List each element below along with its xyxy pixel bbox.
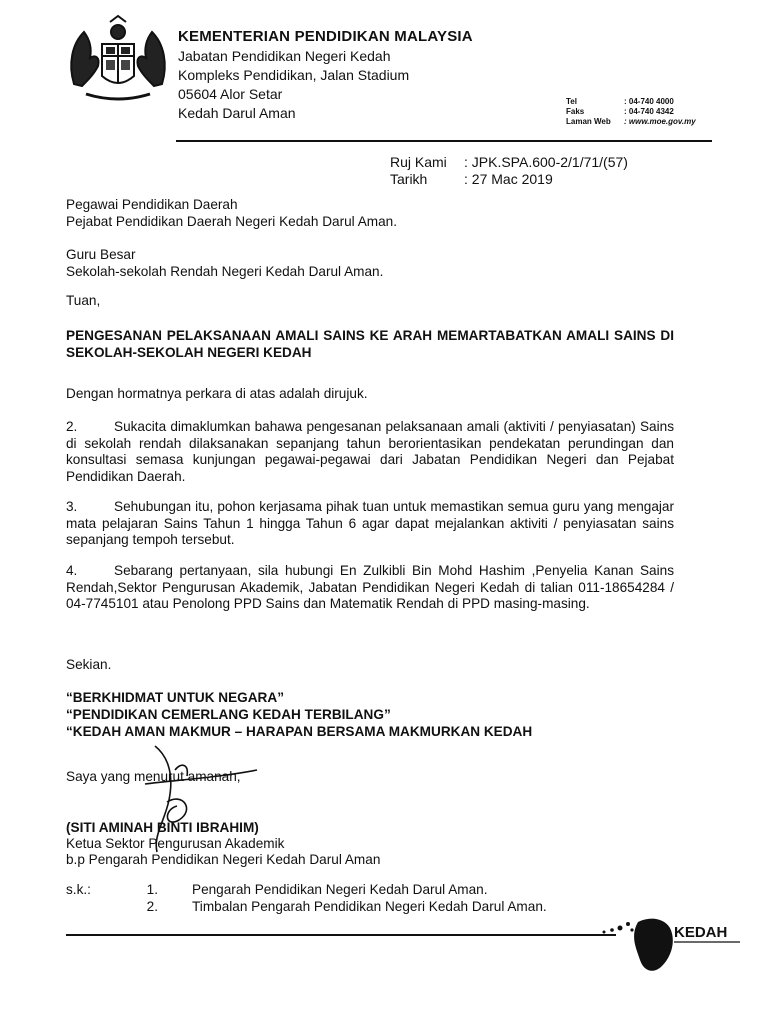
recipient-title: Pegawai Pendidikan Daerah	[66, 197, 238, 212]
contact-label: Faks	[566, 107, 585, 116]
address-line: Jabatan Pendidikan Negeri Kedah	[178, 48, 391, 64]
coat-of-arms-logo	[66, 14, 170, 102]
signatory-on-behalf: b.p Pengarah Pendidikan Negeri Kedah Darul Aman	[66, 852, 381, 867]
cc-number: 2.	[146, 898, 158, 914]
paragraph-number: 2.	[66, 419, 78, 434]
ref-value: : JPK.SPA.600-2/1/71/(57)	[464, 154, 628, 170]
cc-item: Pengarah Pendidikan Negeri Kedah Darul Aman.	[192, 882, 488, 897]
address-line: Kompleks Pendidikan, Jalan Stadium	[178, 67, 410, 83]
paragraph-number: 3.	[66, 499, 78, 514]
motto-line: “PENDIDIKAN CEMERLANG KEDAH TERBILANG”	[66, 707, 391, 722]
closing: Sekian.	[66, 657, 112, 672]
paragraph-3	[66, 499, 674, 549]
footer-divider	[66, 934, 616, 936]
address-line: 05604 Alor Setar	[178, 86, 283, 102]
cc-item: Timbalan Pengarah Pendidikan Negeri Kedah Darul Aman.	[192, 898, 547, 914]
kedah-wordmark: KEDAH	[674, 924, 728, 941]
recipient-title: Guru Besar	[66, 247, 136, 262]
contact-label: Laman Web	[566, 117, 611, 126]
signatory-position: Ketua Sektor Pengurusan Akademik	[66, 836, 285, 851]
ref-label: Ruj Kami	[390, 154, 447, 170]
contact-value: : 04-740 4342	[624, 107, 674, 116]
paragraph-number: 4.	[66, 563, 78, 578]
sign-off: Saya yang menurut amanah,	[66, 769, 241, 784]
date-label: Tarikh	[390, 171, 428, 187]
contact-block	[566, 97, 696, 127]
contact-value: : www.moe.gov.my	[624, 117, 696, 126]
opening-line: Dengan hormatnya perkara di atas adalah dirujuk.	[66, 386, 368, 401]
motto-line: “BERKHIDMAT UNTUK NEGARA”	[66, 690, 284, 705]
recipient-org: Pejabat Pendidikan Daerah Negeri Kedah Darul Aman.	[66, 214, 397, 229]
cc-block	[66, 882, 547, 915]
header-divider	[176, 140, 712, 142]
motto-line: “KEDAH AMAN MAKMUR – HARAPAN BERSAMA MAKMURKAN KEDAH	[66, 724, 533, 739]
contact-value: : 04-740 4000	[624, 97, 674, 106]
contact-label: Tel	[566, 97, 577, 106]
ministry-title: KEMENTERIAN PENDIDIKAN MALAYSIA	[178, 28, 473, 45]
paragraph-text: Sebarang pertanyaan, sila hubungi En Zulkibli Bin Mohd Hashim ,Penyelia Kanan Sains Rendah,Sektor Pengurusan Akademik, Jabatan Pendidikan Negeri Kedah di talian 011-18654284 / 04-7745101 atau Penolong PPD Sains dan Matematik Rendah di PPD masing-masing.	[66, 563, 674, 611]
paragraph-4	[66, 563, 674, 613]
signatory-name: (SITI AMINAH BINTI IBRAHIM)	[66, 820, 259, 835]
cc-label: s.k.:	[66, 882, 91, 897]
recipient-org: Sekolah-sekolah Rendah Negeri Kedah Darul Aman.	[66, 264, 384, 279]
cc-number: 1.	[146, 882, 158, 897]
subject-heading: PENGESANAN PELAKSANAAN AMALI SAINS KE ARAH MEMARTABATKAN AMALI SAINS DI SEKOLAH-SEKOLAH NEGERI KEDAH	[66, 328, 674, 360]
paragraph-text: Sehubungan itu, pohon kerjasama pihak tuan untuk memastikan semua guru yang mengajar mata pelajaran Sains Tahun 1 hingga Tahun 6 agar dapat mejalankan aktiviti / penyiasatan sains sepanjang tempoh tersebut.	[66, 499, 674, 547]
address-line: Kedah Darul Aman	[178, 105, 296, 121]
reference-block	[390, 154, 628, 188]
paragraph-2	[66, 419, 674, 485]
salutation: Tuan,	[66, 293, 101, 308]
paragraph-text: Sukacita dimaklumkan bahawa pengesanan pelaksanaan amali (aktiviti / penyiasatan) Sains di sekolah rendah dilaksanakan sepanjang tahun berorientasikan pendekatan perundingan dan konsultasi semasa kunjungan pegawai-pegawai dari Jabatan Pendidikan Negeri dan Pejabat Pendidikan Daerah.	[66, 419, 674, 484]
date-value: : 27 Mac 2019	[464, 171, 553, 187]
kedah-logo	[590, 900, 750, 980]
